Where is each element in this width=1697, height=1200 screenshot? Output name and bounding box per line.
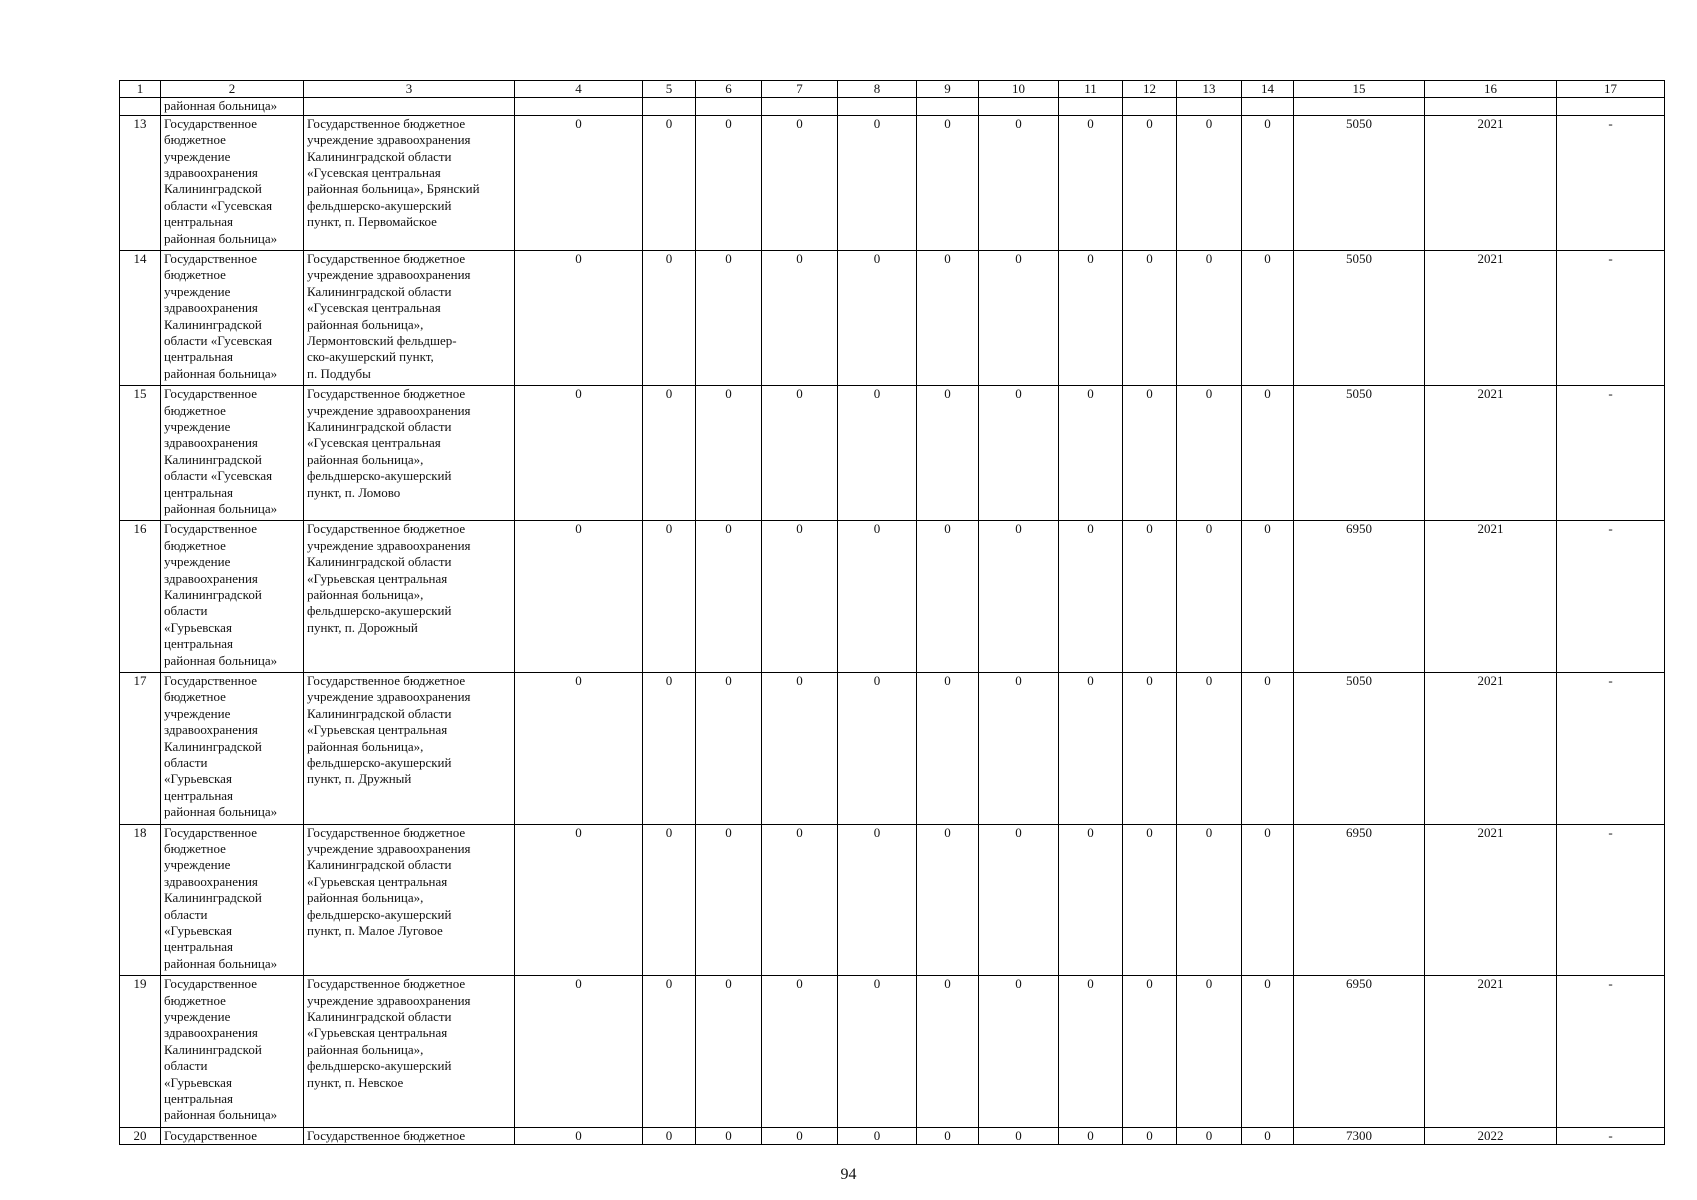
table-row: [120, 251, 1665, 386]
facility-cell: Государственное бюджетное учреждение здравоохранения Калининградской области «Гусевская центральная районная больница», фельдшерско-акушерский пункт, п. Ломово: [304, 386, 515, 521]
value-cell-12: 0: [1123, 1127, 1177, 1144]
value-cell-10: 0: [979, 976, 1059, 1128]
value-cell-4: 0: [515, 672, 643, 824]
value-cell-13: 0: [1177, 672, 1242, 824]
note-cell: -: [1557, 521, 1665, 673]
value-cell-11: 0: [1059, 976, 1123, 1128]
value-cell-13: 0: [1177, 976, 1242, 1128]
table-row: [120, 976, 1665, 1128]
value-cell-13: 0: [1177, 251, 1242, 386]
value-cell-7: 0: [762, 386, 838, 521]
value-cell-10: 0: [979, 824, 1059, 976]
value-cell-6: 0: [696, 521, 762, 673]
facility-cell: Государственное бюджетное учреждение здравоохранения Калининградской области «Гурьевская центральная районная больница», фельдшерско-акушерский пункт, п. Дорожный: [304, 521, 515, 673]
value-cell-14: 0: [1242, 976, 1294, 1128]
value-cell-9: 0: [917, 386, 979, 521]
row-number: 14: [120, 251, 161, 386]
value-cell-15: 5050: [1294, 251, 1425, 386]
col-header-6: 6: [696, 81, 762, 98]
year-cell: 2021: [1425, 251, 1557, 386]
value-cell-7: 0: [762, 824, 838, 976]
value-cell-9: 0: [917, 824, 979, 976]
year-cell: 2021: [1425, 115, 1557, 250]
value-cell-5: 0: [643, 672, 696, 824]
organization-cell: Государственное бюджетное учреждение здравоохранения Калининградской области «Гурьевская центральная районная больница»: [161, 824, 304, 976]
col-header-2: 2: [161, 81, 304, 98]
value-cell-9: 0: [917, 251, 979, 386]
value-cell-6: 0: [696, 115, 762, 250]
facility-cell: Государственное бюджетное учреждение здравоохранения Калининградской области «Гусевская центральная районная больница», Брянский фельдшерско-акушерский пункт, п. Первомайское: [304, 115, 515, 250]
value-cell-8: 0: [838, 521, 917, 673]
value-cell-12: 0: [1123, 672, 1177, 824]
note-cell: -: [1557, 976, 1665, 1128]
value-cell-7: 0: [762, 1127, 838, 1144]
value-cell-12: 0: [1123, 976, 1177, 1128]
continuation-row: [120, 98, 1665, 115]
col-header-15: 15: [1294, 81, 1425, 98]
value-cell-15: 6950: [1294, 824, 1425, 976]
year-cell: 2021: [1425, 521, 1557, 673]
note-cell: -: [1557, 386, 1665, 521]
row-number: 13: [120, 115, 161, 250]
row-number: 19: [120, 976, 161, 1128]
row-number: 18: [120, 824, 161, 976]
value-cell-13: 0: [1177, 824, 1242, 976]
col-header-9: 9: [917, 81, 979, 98]
value-cell-5: 0: [643, 1127, 696, 1144]
column-number-row: [120, 81, 1665, 98]
organization-cell: Государственное бюджетное учреждение здравоохранения Калининградской области «Гусевская центральная районная больница»: [161, 115, 304, 250]
value-cell-14: 0: [1242, 672, 1294, 824]
value-cell-9: 0: [917, 672, 979, 824]
value-cell-9: 0: [917, 1127, 979, 1144]
value-cell-15: 6950: [1294, 521, 1425, 673]
value-cell-6: 0: [696, 251, 762, 386]
value-cell-12: 0: [1123, 521, 1177, 673]
value-cell-4: 0: [515, 251, 643, 386]
value-cell-6: 0: [696, 672, 762, 824]
facility-cell: Государственное бюджетное учреждение здравоохранения Калининградской области «Гурьевская центральная районная больница», фельдшерско-акушерский пункт, п. Невское: [304, 976, 515, 1128]
table-row: [120, 115, 1665, 250]
value-cell-10: 0: [979, 115, 1059, 250]
col-header-11: 11: [1059, 81, 1123, 98]
cont-cell-3: [304, 98, 515, 115]
col-header-12: 12: [1123, 81, 1177, 98]
value-cell-7: 0: [762, 976, 838, 1128]
value-cell-6: 0: [696, 386, 762, 521]
row-number: 20: [120, 1127, 161, 1144]
year-cell: 2021: [1425, 976, 1557, 1128]
value-cell-4: 0: [515, 521, 643, 673]
value-cell-9: 0: [917, 115, 979, 250]
page-number: 94: [840, 1166, 857, 1183]
value-cell-13: 0: [1177, 386, 1242, 521]
value-cell-7: 0: [762, 115, 838, 250]
value-cell-4: 0: [515, 824, 643, 976]
facility-cell: Государственное бюджетное: [304, 1127, 515, 1144]
value-cell-8: 0: [838, 1127, 917, 1144]
table-row: [120, 521, 1665, 673]
value-cell-10: 0: [979, 386, 1059, 521]
value-cell-5: 0: [643, 521, 696, 673]
value-cell-4: 0: [515, 976, 643, 1128]
col-header-8: 8: [838, 81, 917, 98]
col-header-14: 14: [1242, 81, 1294, 98]
value-cell-14: 0: [1242, 386, 1294, 521]
value-cell-12: 0: [1123, 386, 1177, 521]
value-cell-10: 0: [979, 1127, 1059, 1144]
data-table: [119, 80, 1665, 1145]
value-cell-8: 0: [838, 824, 917, 976]
year-cell: 2021: [1425, 824, 1557, 976]
value-cell-4: 0: [515, 386, 643, 521]
value-cell-11: 0: [1059, 521, 1123, 673]
value-cell-14: 0: [1242, 115, 1294, 250]
value-cell-10: 0: [979, 672, 1059, 824]
col-header-1: 1: [120, 81, 161, 98]
organization-cell: Государственное бюджетное учреждение здравоохранения Калининградской области «Гусевская центральная районная больница»: [161, 251, 304, 386]
value-cell-7: 0: [762, 251, 838, 386]
continuation-text: районная больница»: [161, 98, 304, 115]
value-cell-11: 0: [1059, 1127, 1123, 1144]
col-header-4: 4: [515, 81, 643, 98]
note-cell: -: [1557, 1127, 1665, 1144]
value-cell-6: 0: [696, 1127, 762, 1144]
value-cell-8: 0: [838, 115, 917, 250]
value-cell-8: 0: [838, 251, 917, 386]
col-header-17: 17: [1557, 81, 1665, 98]
value-cell-10: 0: [979, 251, 1059, 386]
cont-cell-num: [120, 98, 161, 115]
value-cell-15: 5050: [1294, 386, 1425, 521]
year-cell: 2021: [1425, 386, 1557, 521]
note-cell: -: [1557, 672, 1665, 824]
value-cell-11: 0: [1059, 251, 1123, 386]
table-row: [120, 386, 1665, 521]
row-number: 15: [120, 386, 161, 521]
facility-cell: Государственное бюджетное учреждение здравоохранения Калининградской области «Гусевская центральная районная больница», Лермонтовский фельдшер- ско-акушерский пункт, п. Поддубы: [304, 251, 515, 386]
value-cell-6: 0: [696, 976, 762, 1128]
value-cell-9: 0: [917, 521, 979, 673]
value-cell-11: 0: [1059, 824, 1123, 976]
col-header-16: 16: [1425, 81, 1557, 98]
value-cell-5: 0: [643, 251, 696, 386]
organization-cell: Государственное бюджетное учреждение здравоохранения Калининградской области «Гусевская центральная районная больница»: [161, 386, 304, 521]
value-cell-5: 0: [643, 976, 696, 1128]
value-cell-5: 0: [643, 824, 696, 976]
table-row: [120, 672, 1665, 824]
note-cell: -: [1557, 115, 1665, 250]
value-cell-10: 0: [979, 521, 1059, 673]
value-cell-15: 7300: [1294, 1127, 1425, 1144]
table-row: [120, 824, 1665, 976]
value-cell-7: 0: [762, 521, 838, 673]
value-cell-15: 5050: [1294, 672, 1425, 824]
value-cell-14: 0: [1242, 824, 1294, 976]
value-cell-6: 0: [696, 824, 762, 976]
organization-cell: Государственное бюджетное учреждение здравоохранения Калининградской области «Гурьевская центральная районная больница»: [161, 521, 304, 673]
value-cell-11: 0: [1059, 115, 1123, 250]
col-header-5: 5: [643, 81, 696, 98]
value-cell-13: 0: [1177, 115, 1242, 250]
value-cell-4: 0: [515, 1127, 643, 1144]
value-cell-5: 0: [643, 386, 696, 521]
row-number: 17: [120, 672, 161, 824]
value-cell-11: 0: [1059, 386, 1123, 521]
col-header-7: 7: [762, 81, 838, 98]
value-cell-13: 0: [1177, 1127, 1242, 1144]
year-cell: 2022: [1425, 1127, 1557, 1144]
row-number: 16: [120, 521, 161, 673]
value-cell-12: 0: [1123, 251, 1177, 386]
note-cell: -: [1557, 824, 1665, 976]
value-cell-15: 6950: [1294, 976, 1425, 1128]
organization-cell: Государственное бюджетное учреждение здравоохранения Калининградской области «Гурьевская центральная районная больница»: [161, 672, 304, 824]
organization-cell: Государственное бюджетное учреждение здравоохранения Калининградской области «Гурьевская центральная районная больница»: [161, 976, 304, 1128]
value-cell-14: 0: [1242, 521, 1294, 673]
value-cell-13: 0: [1177, 521, 1242, 673]
value-cell-11: 0: [1059, 672, 1123, 824]
facility-cell: Государственное бюджетное учреждение здравоохранения Калининградской области «Гурьевская центральная районная больница», фельдшерско-акушерский пункт, п. Малое Луговое: [304, 824, 515, 976]
value-cell-8: 0: [838, 672, 917, 824]
table-row: [120, 1127, 1665, 1144]
value-cell-12: 0: [1123, 115, 1177, 250]
value-cell-12: 0: [1123, 824, 1177, 976]
value-cell-15: 5050: [1294, 115, 1425, 250]
value-cell-9: 0: [917, 976, 979, 1128]
value-cell-8: 0: [838, 976, 917, 1128]
year-cell: 2021: [1425, 672, 1557, 824]
value-cell-7: 0: [762, 672, 838, 824]
note-cell: -: [1557, 251, 1665, 386]
facility-cell: Государственное бюджетное учреждение здравоохранения Калининградской области «Гурьевская центральная районная больница», фельдшерско-акушерский пункт, п. Дружный: [304, 672, 515, 824]
value-cell-4: 0: [515, 115, 643, 250]
value-cell-5: 0: [643, 115, 696, 250]
value-cell-8: 0: [838, 386, 917, 521]
col-header-10: 10: [979, 81, 1059, 98]
col-header-3: 3: [304, 81, 515, 98]
value-cell-14: 0: [1242, 1127, 1294, 1144]
col-header-13: 13: [1177, 81, 1242, 98]
organization-cell: Государственное: [161, 1127, 304, 1144]
value-cell-14: 0: [1242, 251, 1294, 386]
